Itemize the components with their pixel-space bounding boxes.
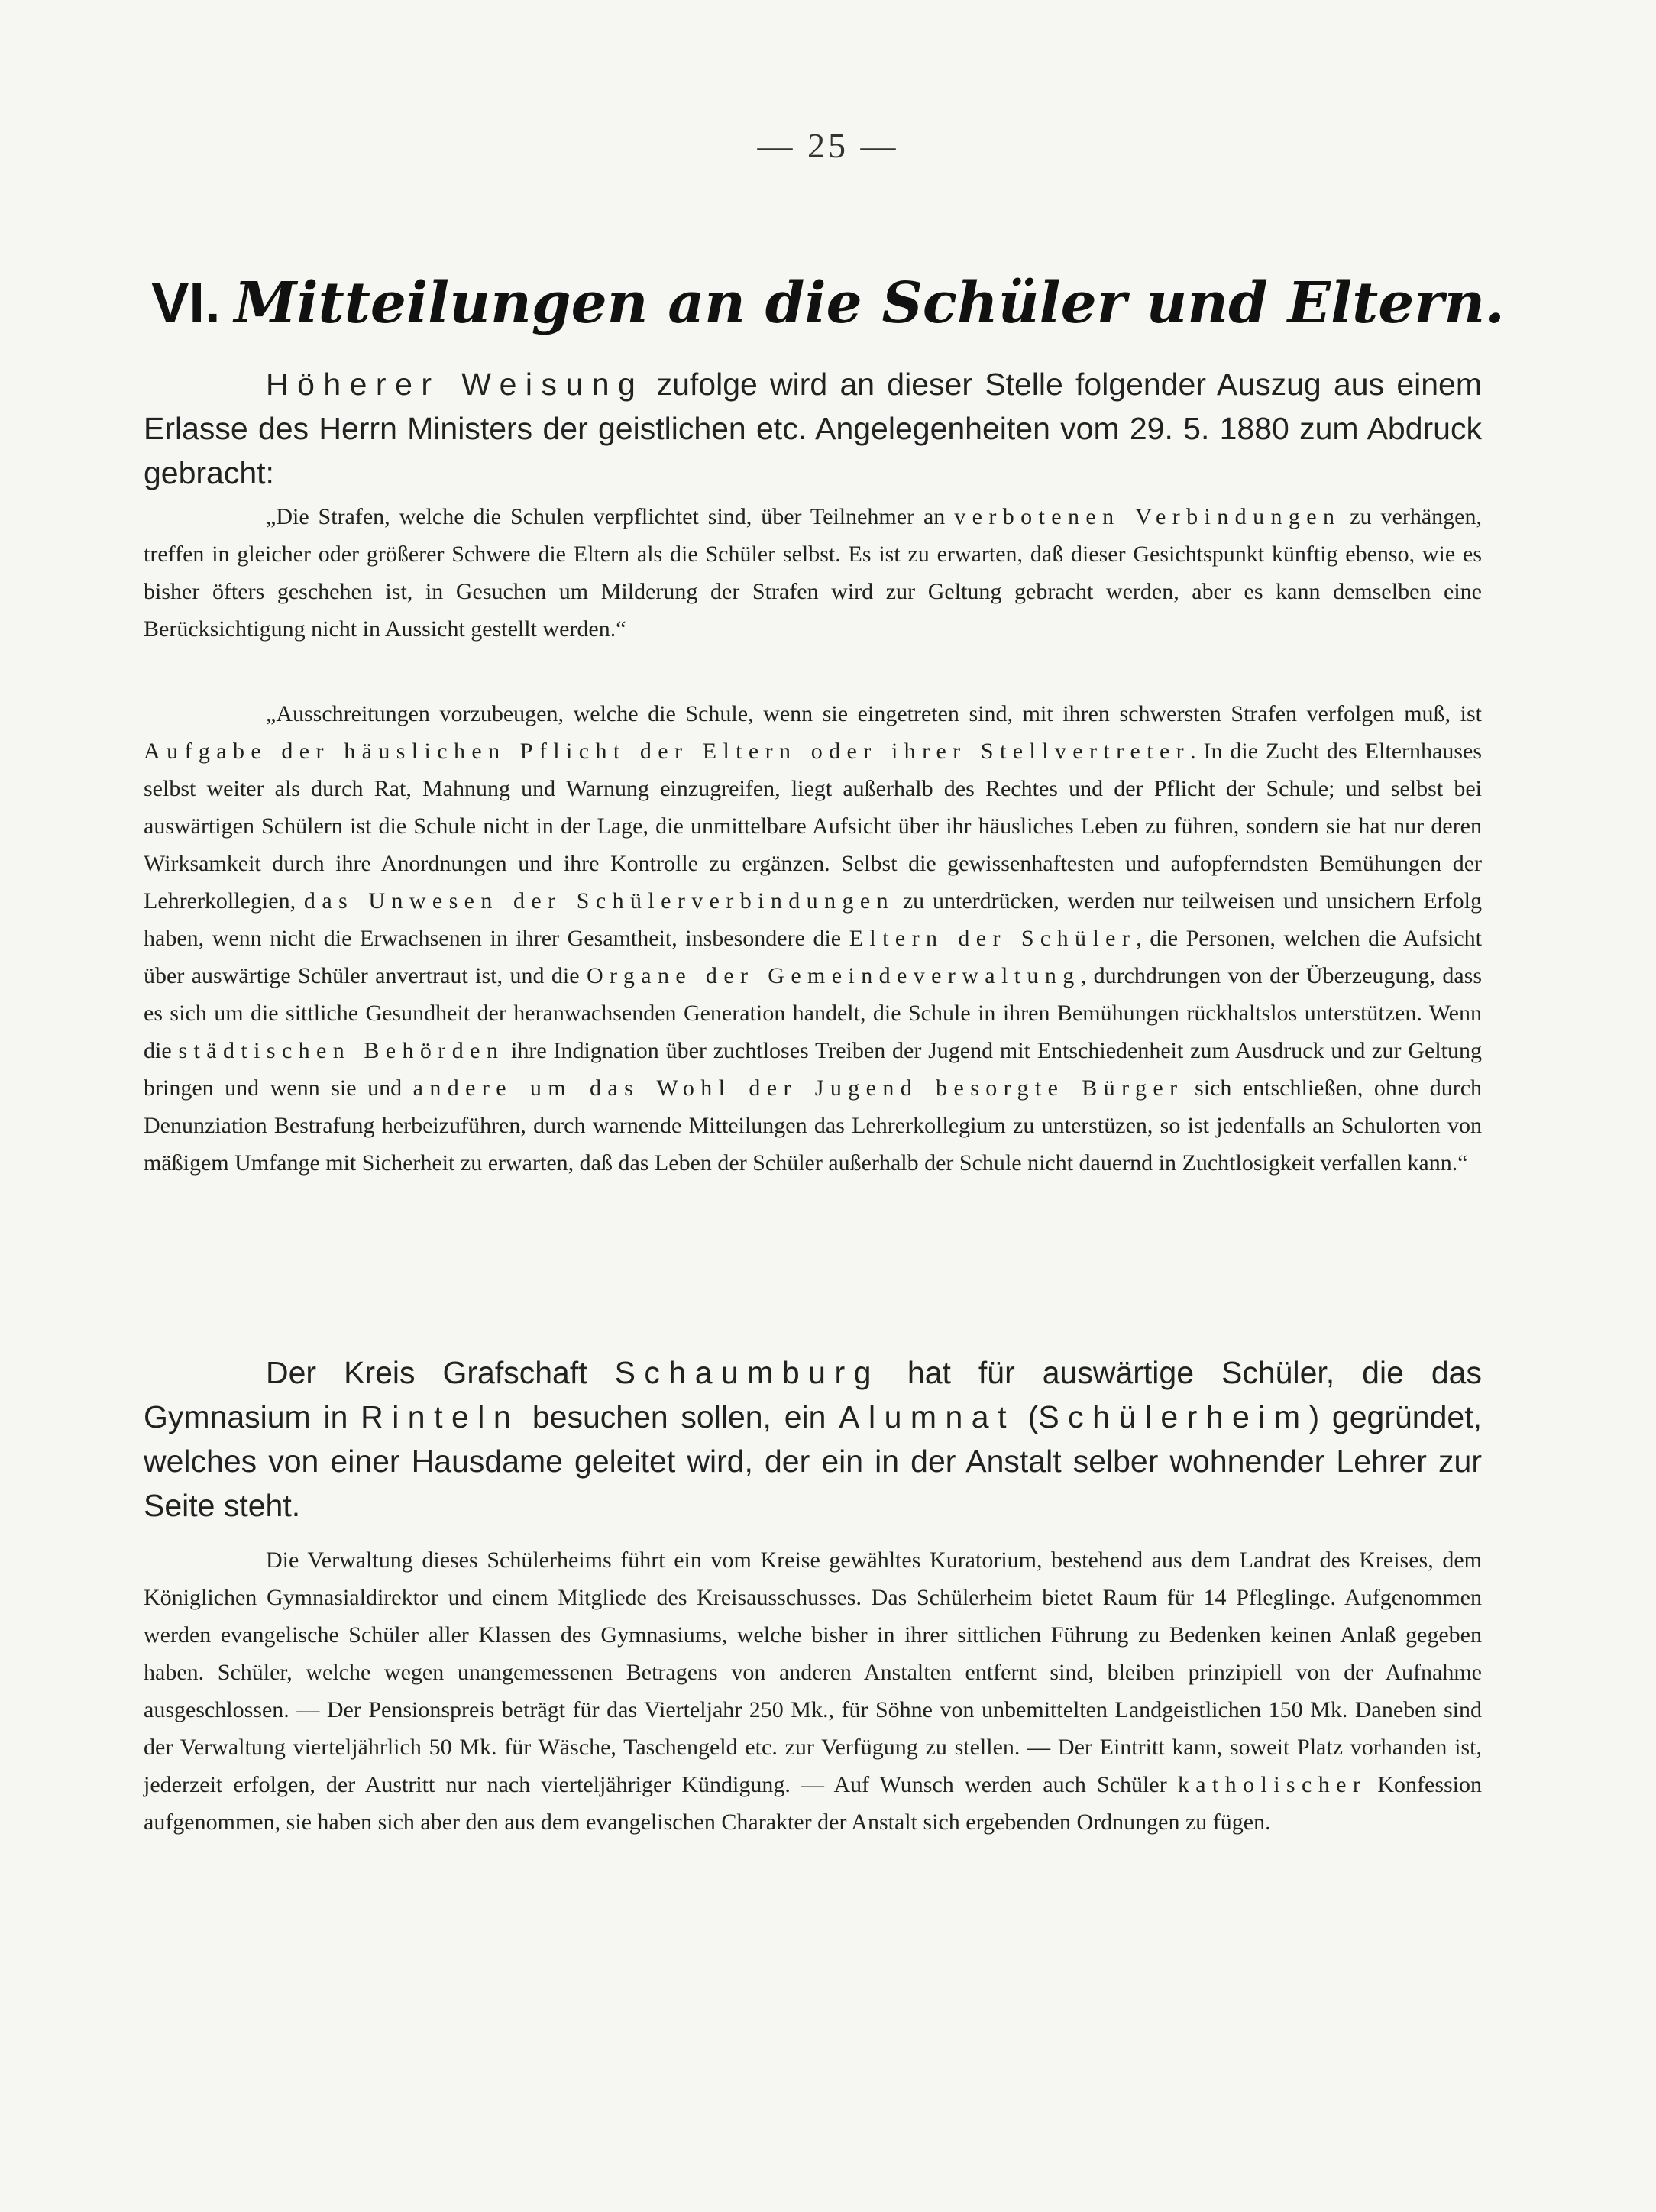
- quote1-text-2: zu verhängen, treffen in gleicher oder größerer Schwere die Eltern als die Schüler selbst. Es ist zu erwarten, daß dieser Gesichtspunkt künftig ebenso, wie es bisher öfters geschehen ist, in Gesuchen um Milderung der Strafen wird zur Geltung gebracht werden, aber es kann demselben eine Berücksichtigung nicht in Aussicht gestellt werden.“: [144, 504, 1482, 642]
- kreis-spaced-2: Rinteln: [361, 1399, 520, 1434]
- quote2-text-6: ihre Indignation über zuchtloses Treiben der Jugend mit Entschiedenheit zum Ausdruck und zur Geltung bringen und wenn sie und: [144, 1038, 1482, 1101]
- kreis-text-2: hat für auswärtige Schüler, die das Gymnasium in: [144, 1355, 1482, 1434]
- kreis-text-1: Der Kreis Grafschaft: [266, 1355, 615, 1390]
- page-number: — 25 —: [757, 126, 899, 165]
- quote2-spaced-3: Eltern der Schüler: [849, 926, 1137, 951]
- kreis-spaced-3: Alumnat: [839, 1399, 1015, 1434]
- quote2-spaced-1: Aufgabe der häuslichen Pflicht der Eltern oder ihrer Stellvertreter: [144, 739, 1191, 764]
- quote2-text-1: „Ausschreitungen vorzubeugen, welche die Schule, wenn sie eingetreten sind, mit ihren schwersten Strafen verfolgen muß, ist: [266, 701, 1482, 726]
- intro-text: zufolge wird an dieser Stelle folgender Auszug aus einem Erlasse des Herrn Ministers der geistlichen etc. Angelegenheiten vom 29. 5. 1880 zum Abdruck gebracht:: [144, 367, 1482, 490]
- kreis-text-4: (: [1014, 1399, 1039, 1434]
- section-heading: [0, 270, 1656, 336]
- quote2-text-5: , durchdrungen von der Überzeugung, dass es sich um die sittliche Gesundheit der heranwachsenden Generation handelt, die Schule in ihren Bemühungen rückhaltslos unterstützen. Wenn die: [144, 963, 1483, 1063]
- quote-paragraph-2: [144, 695, 1482, 1182]
- verwaltung-paragraph: [144, 1541, 1482, 1841]
- quote2-text-7: sich entschließen, ohne durch Denunziation Bestrafung herbeizuführen, durch warnende Mitteilungen das Lehrerkollegium zu unterstüzen, so ist jedenfalls an Schulorten von mäßigem Umfange mit Sicherheit zu erwarten, daß das Leben der Schüler außerhalb der Schule nicht dauernd in Zuchtlosigkeit verfallen kann.“: [144, 1075, 1483, 1176]
- quote2-spaced-4: Organe der Gemeindeverwaltung: [586, 963, 1081, 988]
- kreis-spaced-4: Schülerheim: [1038, 1399, 1309, 1434]
- kreis-text-5: ) gegründet, welches von einer Hausdame geleitet wird, der ein in der Anstalt selber wohnender Lehrer zur Seite steht.: [144, 1399, 1482, 1523]
- quote2-text-3: zu unterdrücken, werden nur teilweisen und unsichern Erfolg haben, wenn nicht die Erwachsenen in ihrer Gesamtheit, insbesondere die: [144, 888, 1482, 951]
- quote1-spaced-1: verbotenen Verbindungen: [954, 504, 1341, 529]
- quote2-text-2: . In die Zucht des Elternhauses selbst weiter als durch Rat, Mahnung und Warnung einzugreifen, liegt außerhalb des Rechtes und der Pflicht der Schule; und selbst bei auswärtigen Schülern ist die Schule nicht in der Lage, die unmittelbare Aufsicht über ihr häusliches Leben zu führen, sondern sie hat nur deren Wirksamkeit durch ihre Anordnungen und ihre Kontrolle zu ergänzen. Selbst die gewissenhaftesten und aufopferndsten Bemühungen der Lehrerkollegien,: [144, 739, 1483, 914]
- section-numeral: VI.: [151, 271, 221, 335]
- intro-spaced: Höherer Weisung: [266, 367, 645, 402]
- verwaltung-text-1: Die Verwaltung dieses Schülerheims führt ein vom Kreise gewähltes Kuratorium, bestehend aus dem Landrat des Kreises, dem Königlichen Gymnasialdirektor und einem Mitgliede des Kreisausschusses. Das Schülerheim bietet Raum für 14 Pfleglinge. Aufgenommen werden evangelische Schüler aller Klassen des Gymnasiums, welche bisher in ihrer sittlichen Führung zu Bedenken keinen Anlaß gegeben haben. Schüler, welche wegen unangemessenen Betragens von anderen Anstalten entfernt sind, bleiben prinzipiell von der Aufnahme ausgeschlossen. — Der Pensionspreis beträgt für das Vierteljahr 250 Mk., für Söhne von unbemittelten Landgeistlichen 150 Mk. Daneben sind der Verwaltung vierteljährlich 50 Mk. für Wäsche, Taschengeld etc. zur Verfügung zu stellen. — Der Eintritt kann, soweit Platz vorhanden ist, jederzeit erfolgen, der Austritt nur nach vierteljähriger Kündigung. — Auf Wunsch werden auch Schüler: [144, 1547, 1482, 1797]
- kreis-text-3: besuchen sollen, ein: [519, 1399, 839, 1434]
- quote1-text-1: „Die Strafen, welche die Schulen verpflichtet sind, über Teilnehmer an: [266, 504, 955, 529]
- quote-paragraph-1: [144, 498, 1482, 648]
- verwaltung-text-2: Konfession aufgenommen, sie haben sich aber den aus dem evangelischen Charakter der Anstalt sich ergebenden Ordnungen zu fügen.: [144, 1772, 1483, 1835]
- kreis-spaced-1: Schaumburg: [614, 1355, 880, 1390]
- intro-paragraph: [144, 362, 1482, 495]
- quote2-spaced-5: städtischen Behörden: [178, 1038, 505, 1063]
- quote2-spaced-6: andere um das Wohl der Jugend besorgte Bürger: [412, 1075, 1184, 1101]
- alumnat-paragraph: [144, 1350, 1482, 1528]
- quote2-text-4: , die Personen, welchen die Aufsicht über auswärtige Schüler anvertraut ist, und die: [144, 926, 1483, 988]
- section-title: Mitteilungen an die Schüler und Eltern.: [234, 270, 1505, 336]
- verwaltung-spaced-1: katholischer: [1177, 1772, 1367, 1797]
- quote2-spaced-2: das Unwesen der Schülerverbindungen: [303, 888, 894, 914]
